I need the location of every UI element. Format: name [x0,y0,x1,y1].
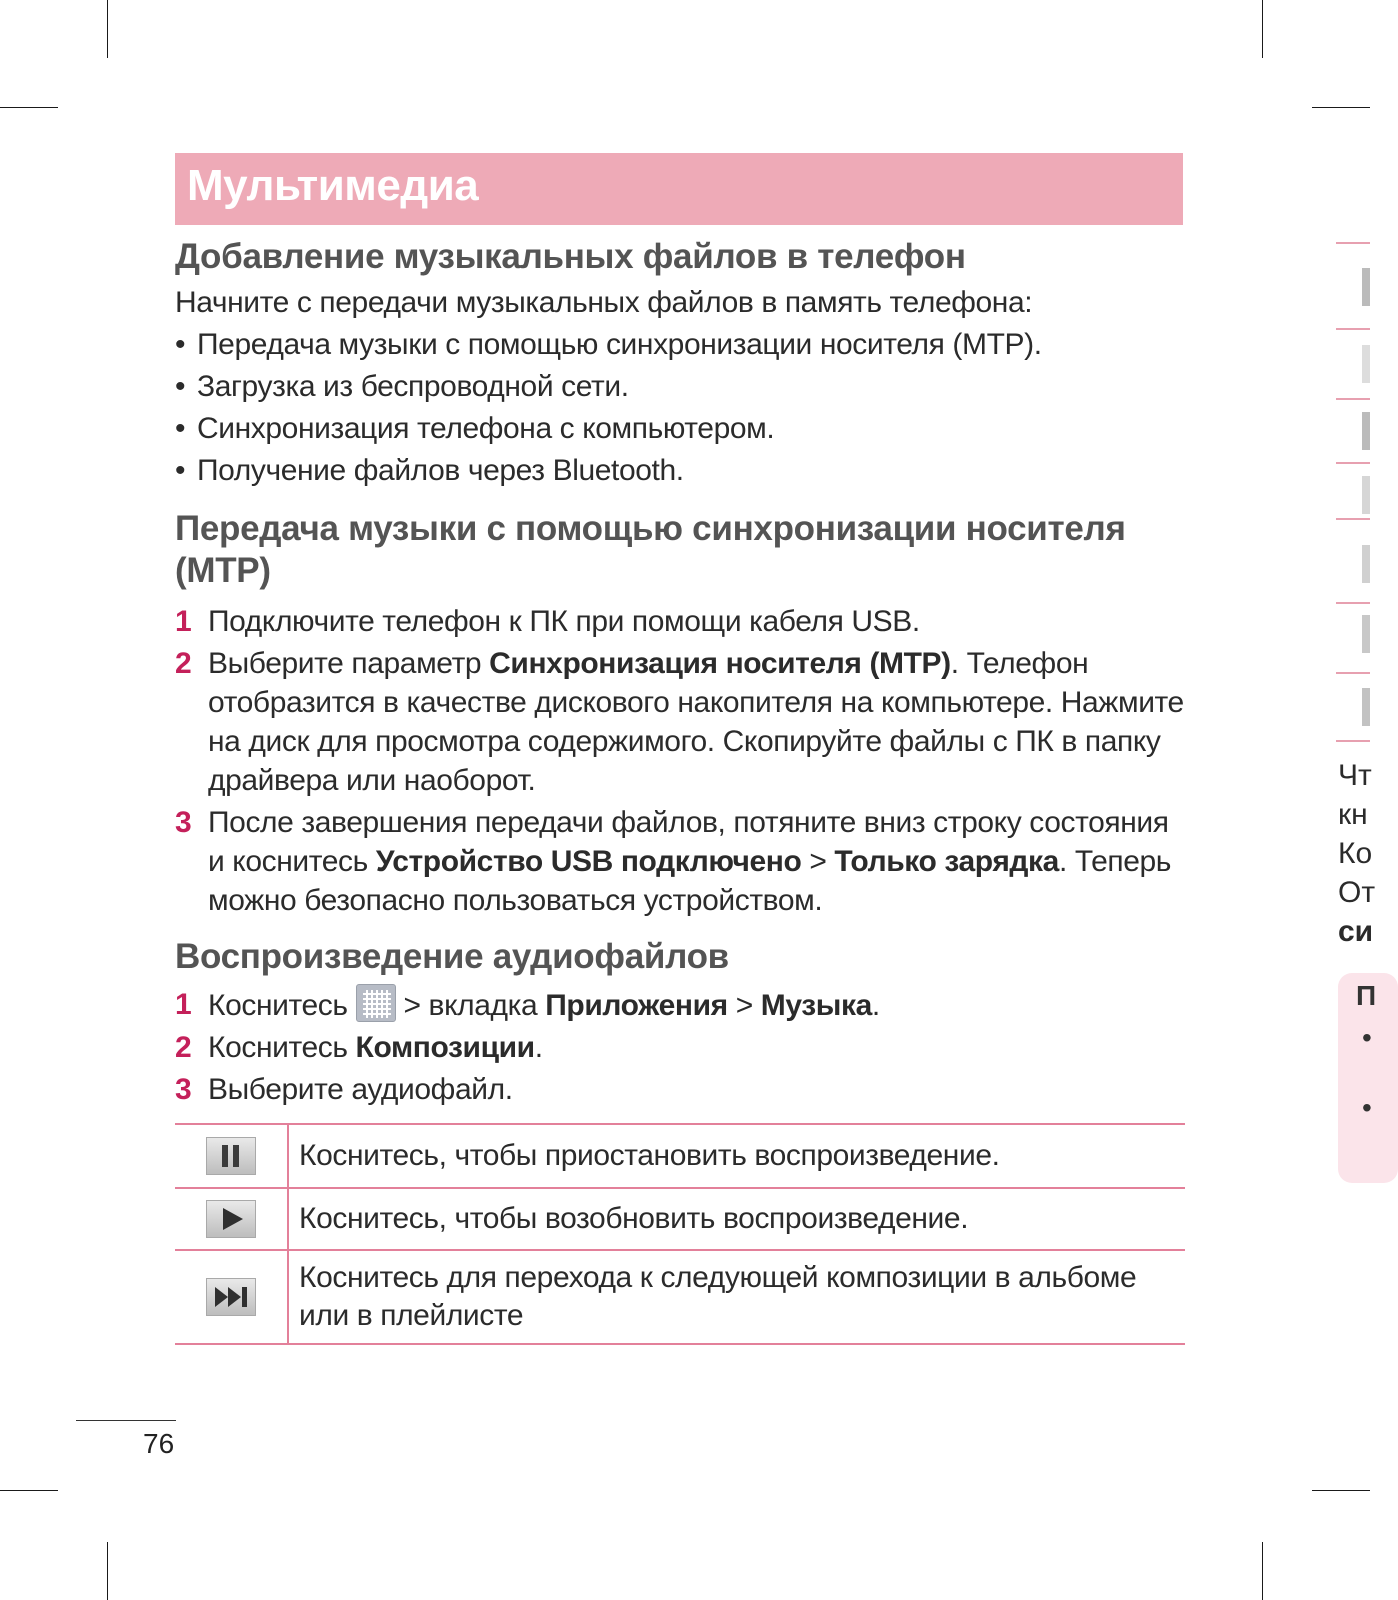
fragment-text: Ко [1338,837,1373,870]
playback-controls-table [175,1123,1185,1345]
play-icon [206,1200,256,1238]
transfer-methods-list [175,324,1185,492]
app-music: Музыка [760,989,872,1022]
facing-page-fragment [1336,0,1377,1600]
heading-mtp-transfer: Передача музыки с помощью синхронизации носителя (MTP) [175,509,1126,590]
crop-mark [1262,1542,1263,1600]
table-cell-description: Коснитесь, чтобы приостановить воспроизведение. [288,1124,1185,1188]
list-item: • Синхронизация телефона с компьютером. [175,408,1185,450]
section-title: Мультимедиа [187,161,479,210]
fragment-text: Чт [1338,759,1372,792]
fragment-text: си [1338,915,1374,948]
bullet-icon: • [1362,1092,1372,1123]
divider [1336,398,1370,400]
divider [1336,672,1370,674]
step-number: 1 [175,605,192,638]
apps-grid-icon [356,984,396,1022]
table-cell-description: Коснитесь для перехода к следующей композиции в альбоме или в плейлисте [288,1250,1185,1344]
icon-fragment [1362,615,1370,653]
step-item: 1 Подключите телефон к ПК при помощи кабеля USB. [175,602,1185,641]
option-charge-only: Только зарядка [834,845,1059,878]
tab-songs: Композиции [355,1031,535,1064]
crop-mark [107,1542,108,1600]
page-number: 76 [143,1428,175,1459]
crop-mark [1262,0,1263,58]
step-item: 3 После завершения передачи файлов, потяните вниз строку состояния и коснитесь Устройство USB подключено > Только зарядка. Теперь можно безопасно пользоваться устройством. [175,803,1185,920]
icon-fragment [1362,412,1370,450]
heading-add-music: Добавление музыкальных файлов в телефон [175,237,966,276]
step-number: 3 [175,1073,192,1106]
fragment-text: От [1338,876,1376,909]
divider [1336,462,1370,464]
bullet-icon: • [175,454,186,487]
note-title: П [1356,980,1377,1011]
icon-fragment [1362,345,1370,383]
icon-fragment [1362,688,1370,726]
list-item: • Загрузка из беспроводной сети. [175,366,1185,408]
step-number: 2 [175,1031,192,1064]
icon-fragment [1362,476,1370,514]
crop-mark [107,0,108,58]
list-item: • Получение файлов через Bluetooth. [175,450,1185,492]
intro-text: Начните с передачи музыкальных файлов в память телефона: [175,286,1033,319]
divider [1336,602,1370,604]
step-number: 3 [175,806,192,839]
table-cell-description: Коснитесь, чтобы возобновить воспроизведение. [288,1188,1185,1250]
divider [1336,328,1370,330]
fragment-text: кн [1338,798,1368,831]
page-content [175,236,1185,1345]
step-item: 3 Выберите аудиофайл. [175,1069,1185,1111]
tab-applications: Приложения [545,989,728,1022]
table-cell-icon [175,1124,288,1188]
step-number: 2 [175,647,192,680]
table-row [175,1124,1185,1188]
bullet-icon: • [1362,1022,1372,1053]
table-row [175,1188,1185,1250]
table-cell-icon [175,1250,288,1344]
step-item: 2 Выберите параметр Синхронизация носителя (MTP). Телефон отобразится в качестве дискового накопителя на компьютере. Нажмите на диск для просмотра содержимого. Скопируйте файлы с ПК в папку драйвера или наоборот. [175,644,1185,800]
table-cell-icon [175,1188,288,1250]
step-number: 1 [175,988,192,1021]
divider [1336,242,1370,244]
section-banner [175,153,1183,225]
divider [1336,740,1370,742]
bullet-icon: • [175,328,186,361]
bullet-icon: • [175,412,186,445]
crop-mark [0,1490,58,1491]
list-item: • Передача музыки с помощью синхронизации носителя (MTP). [175,324,1185,366]
option-mtp: Синхронизация носителя (MTP) [489,647,951,680]
heading-play-audio: Воспроизведение аудиофайлов [175,937,729,976]
mtp-steps-list [175,602,1185,920]
table-row [175,1250,1185,1344]
step-item: 2 Коснитесь Композиции. [175,1027,1185,1069]
bullet-icon: • [175,370,186,403]
option-usb-connected: Устройство USB подключено [375,845,802,878]
icon-fragment [1362,545,1370,583]
pause-icon [206,1137,256,1175]
crop-mark [0,107,58,108]
play-steps-list [175,984,1185,1111]
step-item: 1 Коснитесь > вкладка Приложения > Музыка. [175,984,1185,1027]
divider [1336,518,1370,520]
footer-rule [76,1420,176,1421]
icon-fragment [1362,268,1370,306]
next-track-icon [206,1278,256,1316]
